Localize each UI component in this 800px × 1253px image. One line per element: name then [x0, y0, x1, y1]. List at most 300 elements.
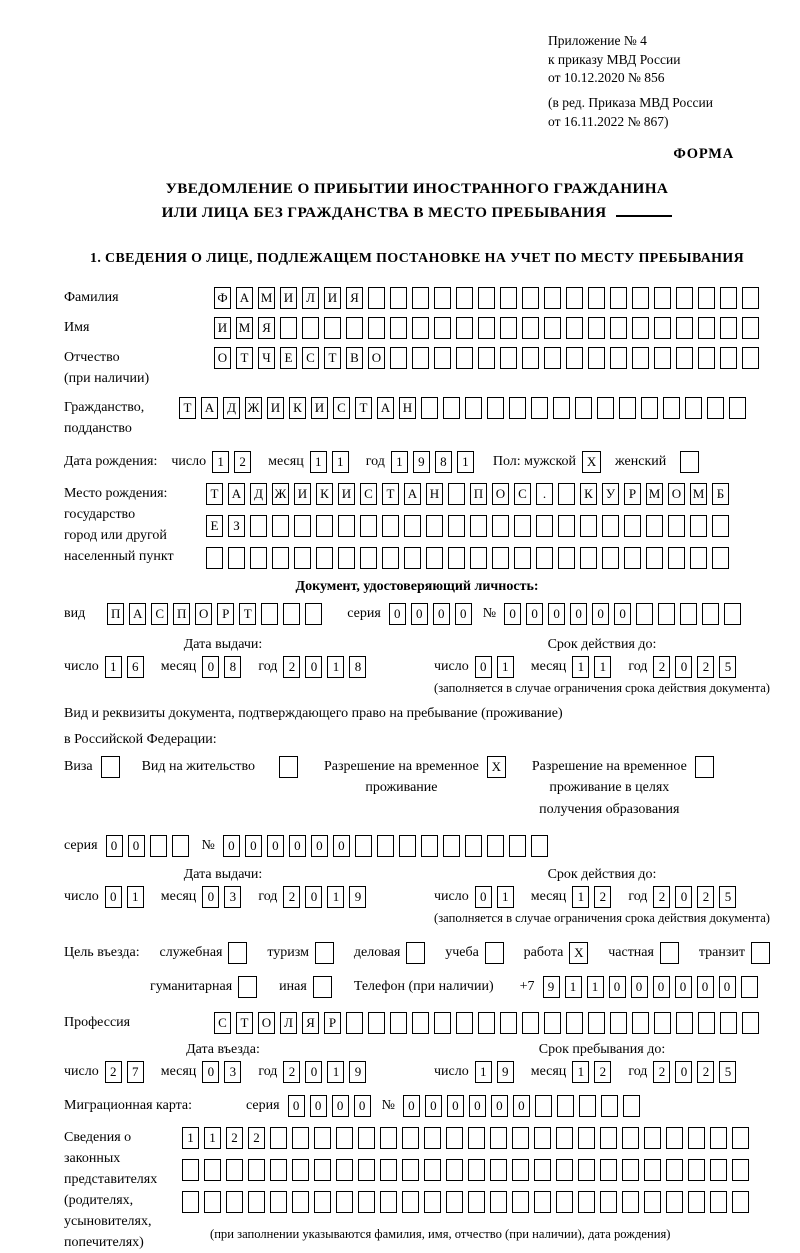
char-cell[interactable]	[360, 515, 377, 537]
char-cell[interactable]	[434, 287, 451, 309]
char-cell[interactable]: Т	[355, 397, 372, 419]
char-cell[interactable]	[588, 347, 605, 369]
char-cell[interactable]	[720, 1012, 737, 1034]
char-cell[interactable]: 0	[245, 835, 262, 857]
char-cell[interactable]	[204, 1159, 221, 1181]
char-cell[interactable]	[710, 1159, 727, 1181]
char-cell[interactable]: 2	[594, 886, 611, 908]
char-cell[interactable]: 2	[234, 451, 251, 473]
char-cell[interactable]	[338, 547, 355, 569]
char-cell[interactable]	[412, 347, 429, 369]
char-cell[interactable]: 5	[719, 656, 736, 678]
char-cell[interactable]	[402, 1159, 419, 1181]
char-cell[interactable]	[522, 287, 539, 309]
char-cell[interactable]: 2	[697, 886, 714, 908]
char-cell[interactable]	[336, 1127, 353, 1149]
char-cell[interactable]: 1	[182, 1127, 199, 1149]
char-cell[interactable]: С	[302, 347, 319, 369]
char-cell[interactable]	[534, 1159, 551, 1181]
checkbox-purpose-business[interactable]	[406, 942, 425, 964]
char-cell[interactable]	[261, 603, 278, 625]
char-cell[interactable]: К	[289, 397, 306, 419]
char-cell[interactable]	[316, 547, 333, 569]
char-cell[interactable]	[578, 1191, 595, 1213]
char-cell[interactable]: С	[514, 483, 531, 505]
char-cell[interactable]	[380, 1159, 397, 1181]
char-cell[interactable]: 6	[127, 656, 144, 678]
char-cell[interactable]: 5	[719, 1061, 736, 1083]
char-cell[interactable]	[424, 1127, 441, 1149]
char-cell[interactable]	[492, 547, 509, 569]
char-cell[interactable]	[404, 547, 421, 569]
char-cell[interactable]	[390, 287, 407, 309]
char-cell[interactable]: 0	[333, 835, 350, 857]
char-cell[interactable]: Я	[302, 1012, 319, 1034]
char-cell[interactable]: Ф	[214, 287, 231, 309]
char-cell[interactable]	[579, 1095, 596, 1117]
char-cell[interactable]	[600, 1159, 617, 1181]
char-cell[interactable]: 0	[675, 1061, 692, 1083]
char-cell[interactable]	[272, 515, 289, 537]
char-cell[interactable]: 1	[212, 451, 229, 473]
char-cell[interactable]	[456, 287, 473, 309]
checkbox-purpose-tourism[interactable]	[315, 942, 334, 964]
char-cell[interactable]: 1	[310, 451, 327, 473]
char-cell[interactable]	[368, 287, 385, 309]
char-cell[interactable]	[741, 976, 758, 998]
char-cell[interactable]: Я	[346, 287, 363, 309]
char-cell[interactable]	[698, 317, 715, 339]
char-cell[interactable]: 0	[202, 1061, 219, 1083]
checkbox-visa[interactable]	[101, 756, 120, 778]
char-cell[interactable]: Я	[258, 317, 275, 339]
char-cell[interactable]	[732, 1191, 749, 1213]
char-cell[interactable]: 0	[697, 976, 714, 998]
char-cell[interactable]: 0	[653, 976, 670, 998]
char-cell[interactable]: 0	[105, 886, 122, 908]
char-cell[interactable]	[500, 1012, 517, 1034]
char-cell[interactable]: Т	[382, 483, 399, 505]
char-cell[interactable]	[556, 1159, 573, 1181]
char-cell[interactable]: К	[580, 483, 597, 505]
char-cell[interactable]	[487, 397, 504, 419]
char-cell[interactable]: О	[258, 1012, 275, 1034]
char-cell[interactable]	[622, 1191, 639, 1213]
char-cell[interactable]	[544, 287, 561, 309]
char-cell[interactable]: З	[228, 515, 245, 537]
char-cell[interactable]: 1	[105, 656, 122, 678]
char-cell[interactable]	[292, 1159, 309, 1181]
char-cell[interactable]	[654, 1012, 671, 1034]
char-cell[interactable]	[421, 397, 438, 419]
checkbox-temp-permit-education[interactable]	[695, 756, 714, 778]
char-cell[interactable]	[446, 1159, 463, 1181]
char-cell[interactable]	[641, 397, 658, 419]
char-cell[interactable]: 0	[106, 835, 123, 857]
char-cell[interactable]: 3	[224, 1061, 241, 1083]
char-cell[interactable]: 0	[202, 656, 219, 678]
char-cell[interactable]	[206, 547, 223, 569]
char-cell[interactable]	[578, 1127, 595, 1149]
char-cell[interactable]	[534, 1127, 551, 1149]
char-cell[interactable]	[448, 515, 465, 537]
char-cell[interactable]: 0	[719, 976, 736, 998]
char-cell[interactable]	[654, 287, 671, 309]
char-cell[interactable]: 1	[497, 656, 514, 678]
char-cell[interactable]: 1	[327, 886, 344, 908]
char-cell[interactable]	[610, 1012, 627, 1034]
char-cell[interactable]: Т	[324, 347, 341, 369]
char-cell[interactable]: А	[377, 397, 394, 419]
char-cell[interactable]	[377, 835, 394, 857]
char-cell[interactable]	[531, 397, 548, 419]
char-cell[interactable]: И	[280, 287, 297, 309]
char-cell[interactable]	[421, 835, 438, 857]
char-cell[interactable]	[390, 347, 407, 369]
char-cell[interactable]: 0	[425, 1095, 442, 1117]
char-cell[interactable]	[575, 397, 592, 419]
char-cell[interactable]	[404, 515, 421, 537]
char-cell[interactable]	[580, 515, 597, 537]
char-cell[interactable]: В	[346, 347, 363, 369]
checkbox-purpose-humanitarian[interactable]	[238, 976, 257, 998]
char-cell[interactable]: 2	[226, 1127, 243, 1149]
char-cell[interactable]	[578, 1159, 595, 1181]
char-cell[interactable]	[338, 515, 355, 537]
char-cell[interactable]: Т	[236, 347, 253, 369]
char-cell[interactable]	[478, 347, 495, 369]
char-cell[interactable]: 2	[653, 886, 670, 908]
char-cell[interactable]	[698, 287, 715, 309]
char-cell[interactable]	[558, 547, 575, 569]
char-cell[interactable]: Н	[426, 483, 443, 505]
char-cell[interactable]	[724, 603, 741, 625]
char-cell[interactable]	[536, 515, 553, 537]
char-cell[interactable]: 2	[697, 1061, 714, 1083]
char-cell[interactable]	[535, 1095, 552, 1117]
char-cell[interactable]	[283, 603, 300, 625]
char-cell[interactable]	[294, 515, 311, 537]
char-cell[interactable]: 0	[128, 835, 145, 857]
char-cell[interactable]: А	[228, 483, 245, 505]
char-cell[interactable]	[424, 1159, 441, 1181]
char-cell[interactable]: 1	[457, 451, 474, 473]
char-cell[interactable]: Р	[324, 1012, 341, 1034]
char-cell[interactable]	[446, 1127, 463, 1149]
char-cell[interactable]	[412, 317, 429, 339]
char-cell[interactable]	[624, 547, 641, 569]
char-cell[interactable]: 0	[310, 1095, 327, 1117]
char-cell[interactable]	[270, 1127, 287, 1149]
char-cell[interactable]	[663, 397, 680, 419]
char-cell[interactable]	[654, 317, 671, 339]
char-cell[interactable]: 7	[127, 1061, 144, 1083]
char-cell[interactable]	[522, 317, 539, 339]
char-cell[interactable]	[448, 483, 465, 505]
char-cell[interactable]	[412, 1012, 429, 1034]
char-cell[interactable]	[720, 347, 737, 369]
char-cell[interactable]	[666, 1191, 683, 1213]
char-cell[interactable]	[680, 603, 697, 625]
char-cell[interactable]	[710, 1191, 727, 1213]
char-cell[interactable]: 1	[565, 976, 582, 998]
char-cell[interactable]	[500, 287, 517, 309]
char-cell[interactable]	[150, 835, 167, 857]
char-cell[interactable]: 9	[497, 1061, 514, 1083]
char-cell[interactable]	[712, 547, 729, 569]
char-cell[interactable]	[676, 287, 693, 309]
char-cell[interactable]: 0	[513, 1095, 530, 1117]
char-cell[interactable]	[250, 515, 267, 537]
char-cell[interactable]	[544, 317, 561, 339]
char-cell[interactable]	[426, 515, 443, 537]
char-cell[interactable]	[358, 1159, 375, 1181]
char-cell[interactable]	[720, 287, 737, 309]
char-cell[interactable]: Д	[223, 397, 240, 419]
char-cell[interactable]: 1	[572, 886, 589, 908]
char-cell[interactable]: Ж	[245, 397, 262, 419]
char-cell[interactable]	[490, 1191, 507, 1213]
checkbox-purpose-work[interactable]: X	[569, 942, 588, 964]
char-cell[interactable]: 0	[675, 976, 692, 998]
char-cell[interactable]: 0	[675, 656, 692, 678]
char-cell[interactable]	[270, 1191, 287, 1213]
char-cell[interactable]	[556, 1191, 573, 1213]
char-cell[interactable]	[172, 835, 189, 857]
char-cell[interactable]	[644, 1191, 661, 1213]
char-cell[interactable]: 0	[455, 603, 472, 625]
char-cell[interactable]	[305, 603, 322, 625]
char-cell[interactable]: 9	[349, 1061, 366, 1083]
char-cell[interactable]: 3	[224, 886, 241, 908]
char-cell[interactable]: Т	[179, 397, 196, 419]
char-cell[interactable]	[302, 317, 319, 339]
char-cell[interactable]	[399, 835, 416, 857]
char-cell[interactable]	[729, 397, 746, 419]
char-cell[interactable]: Т	[239, 603, 256, 625]
char-cell[interactable]	[292, 1191, 309, 1213]
char-cell[interactable]	[688, 1191, 705, 1213]
char-cell[interactable]: 1	[587, 976, 604, 998]
char-cell[interactable]	[512, 1159, 529, 1181]
char-cell[interactable]	[644, 1159, 661, 1181]
char-cell[interactable]	[512, 1191, 529, 1213]
char-cell[interactable]	[580, 547, 597, 569]
char-cell[interactable]: 2	[283, 886, 300, 908]
char-cell[interactable]	[204, 1191, 221, 1213]
char-cell[interactable]: 2	[697, 656, 714, 678]
char-cell[interactable]	[512, 1127, 529, 1149]
char-cell[interactable]: Ч	[258, 347, 275, 369]
char-cell[interactable]	[685, 397, 702, 419]
char-cell[interactable]	[632, 1012, 649, 1034]
checkbox-female[interactable]	[680, 451, 699, 473]
char-cell[interactable]	[434, 1012, 451, 1034]
char-cell[interactable]	[597, 397, 614, 419]
char-cell[interactable]	[698, 347, 715, 369]
char-cell[interactable]	[644, 1127, 661, 1149]
char-cell[interactable]	[182, 1191, 199, 1213]
char-cell[interactable]: 2	[248, 1127, 265, 1149]
char-cell[interactable]	[702, 603, 719, 625]
char-cell[interactable]	[602, 547, 619, 569]
char-cell[interactable]	[602, 515, 619, 537]
char-cell[interactable]	[226, 1191, 243, 1213]
char-cell[interactable]	[720, 317, 737, 339]
char-cell[interactable]	[732, 1159, 749, 1181]
char-cell[interactable]: О	[214, 347, 231, 369]
char-cell[interactable]: 8	[435, 451, 452, 473]
char-cell[interactable]	[742, 317, 759, 339]
char-cell[interactable]: 2	[594, 1061, 611, 1083]
char-cell[interactable]: Л	[302, 287, 319, 309]
char-cell[interactable]	[632, 347, 649, 369]
char-cell[interactable]: Т	[206, 483, 223, 505]
char-cell[interactable]: 9	[543, 976, 560, 998]
char-cell[interactable]: 0	[675, 886, 692, 908]
char-cell[interactable]	[556, 1127, 573, 1149]
char-cell[interactable]: С	[360, 483, 377, 505]
char-cell[interactable]	[336, 1191, 353, 1213]
char-cell[interactable]: 0	[609, 976, 626, 998]
char-cell[interactable]	[492, 515, 509, 537]
char-cell[interactable]: И	[311, 397, 328, 419]
char-cell[interactable]	[676, 347, 693, 369]
char-cell[interactable]	[544, 347, 561, 369]
char-cell[interactable]: 1	[594, 656, 611, 678]
char-cell[interactable]: М	[258, 287, 275, 309]
char-cell[interactable]	[382, 515, 399, 537]
char-cell[interactable]	[390, 317, 407, 339]
char-cell[interactable]	[490, 1127, 507, 1149]
char-cell[interactable]	[487, 835, 504, 857]
char-cell[interactable]	[531, 835, 548, 857]
char-cell[interactable]	[622, 1159, 639, 1181]
char-cell[interactable]	[658, 603, 675, 625]
char-cell[interactable]: 2	[653, 1061, 670, 1083]
char-cell[interactable]	[509, 397, 526, 419]
char-cell[interactable]	[316, 515, 333, 537]
char-cell[interactable]: 2	[653, 656, 670, 678]
char-cell[interactable]	[601, 1095, 618, 1117]
char-cell[interactable]	[468, 1127, 485, 1149]
char-cell[interactable]: И	[214, 317, 231, 339]
char-cell[interactable]	[742, 347, 759, 369]
char-cell[interactable]	[566, 347, 583, 369]
char-cell[interactable]	[402, 1127, 419, 1149]
char-cell[interactable]: П	[470, 483, 487, 505]
char-cell[interactable]: 2	[283, 656, 300, 678]
char-cell[interactable]	[600, 1191, 617, 1213]
char-cell[interactable]	[478, 1012, 495, 1034]
char-cell[interactable]: М	[646, 483, 663, 505]
char-cell[interactable]	[448, 547, 465, 569]
char-cell[interactable]	[588, 287, 605, 309]
char-cell[interactable]	[324, 317, 341, 339]
char-cell[interactable]: 0	[332, 1095, 349, 1117]
char-cell[interactable]: А	[236, 287, 253, 309]
char-cell[interactable]: С	[151, 603, 168, 625]
char-cell[interactable]: И	[338, 483, 355, 505]
char-cell[interactable]: 1	[204, 1127, 221, 1149]
char-cell[interactable]	[514, 547, 531, 569]
char-cell[interactable]	[544, 1012, 561, 1034]
char-cell[interactable]: 0	[475, 886, 492, 908]
char-cell[interactable]	[226, 1159, 243, 1181]
char-cell[interactable]	[294, 547, 311, 569]
char-cell[interactable]: У	[602, 483, 619, 505]
char-cell[interactable]	[646, 515, 663, 537]
char-cell[interactable]	[250, 547, 267, 569]
char-cell[interactable]	[402, 1191, 419, 1213]
char-cell[interactable]	[446, 1191, 463, 1213]
char-cell[interactable]	[470, 547, 487, 569]
char-cell[interactable]: О	[195, 603, 212, 625]
char-cell[interactable]	[368, 317, 385, 339]
char-cell[interactable]: И	[324, 287, 341, 309]
char-cell[interactable]	[514, 515, 531, 537]
char-cell[interactable]: А	[129, 603, 146, 625]
checkbox-purpose-private[interactable]	[660, 942, 679, 964]
char-cell[interactable]: .	[536, 483, 553, 505]
char-cell[interactable]	[456, 317, 473, 339]
char-cell[interactable]	[688, 1127, 705, 1149]
char-cell[interactable]: Е	[206, 515, 223, 537]
char-cell[interactable]	[434, 317, 451, 339]
char-cell[interactable]: 1	[572, 1061, 589, 1083]
char-cell[interactable]: О	[668, 483, 685, 505]
char-cell[interactable]	[272, 547, 289, 569]
char-cell[interactable]	[314, 1191, 331, 1213]
char-cell[interactable]: Р	[217, 603, 234, 625]
char-cell[interactable]	[382, 547, 399, 569]
char-cell[interactable]	[690, 547, 707, 569]
char-cell[interactable]: 0	[305, 1061, 322, 1083]
char-cell[interactable]	[600, 1127, 617, 1149]
char-cell[interactable]: 0	[504, 603, 521, 625]
char-cell[interactable]	[380, 1127, 397, 1149]
char-cell[interactable]	[456, 347, 473, 369]
char-cell[interactable]: 1	[391, 451, 408, 473]
char-cell[interactable]	[536, 547, 553, 569]
char-cell[interactable]	[412, 287, 429, 309]
char-cell[interactable]	[742, 1012, 759, 1034]
char-cell[interactable]	[654, 347, 671, 369]
char-cell[interactable]: 1	[327, 656, 344, 678]
char-cell[interactable]	[522, 347, 539, 369]
char-cell[interactable]: Т	[236, 1012, 253, 1034]
char-cell[interactable]	[632, 317, 649, 339]
char-cell[interactable]	[610, 347, 627, 369]
char-cell[interactable]: 1	[475, 1061, 492, 1083]
char-cell[interactable]: 1	[332, 451, 349, 473]
char-cell[interactable]: 8	[224, 656, 241, 678]
char-cell[interactable]	[636, 603, 653, 625]
char-cell[interactable]: 1	[572, 656, 589, 678]
char-cell[interactable]	[732, 1127, 749, 1149]
char-cell[interactable]	[668, 515, 685, 537]
char-cell[interactable]	[434, 347, 451, 369]
checkbox-purpose-transit[interactable]	[751, 942, 770, 964]
char-cell[interactable]	[465, 397, 482, 419]
char-cell[interactable]: 0	[592, 603, 609, 625]
char-cell[interactable]	[688, 1159, 705, 1181]
char-cell[interactable]: 0	[289, 835, 306, 857]
char-cell[interactable]	[646, 547, 663, 569]
char-cell[interactable]: 0	[389, 603, 406, 625]
char-cell[interactable]	[443, 397, 460, 419]
char-cell[interactable]	[632, 287, 649, 309]
